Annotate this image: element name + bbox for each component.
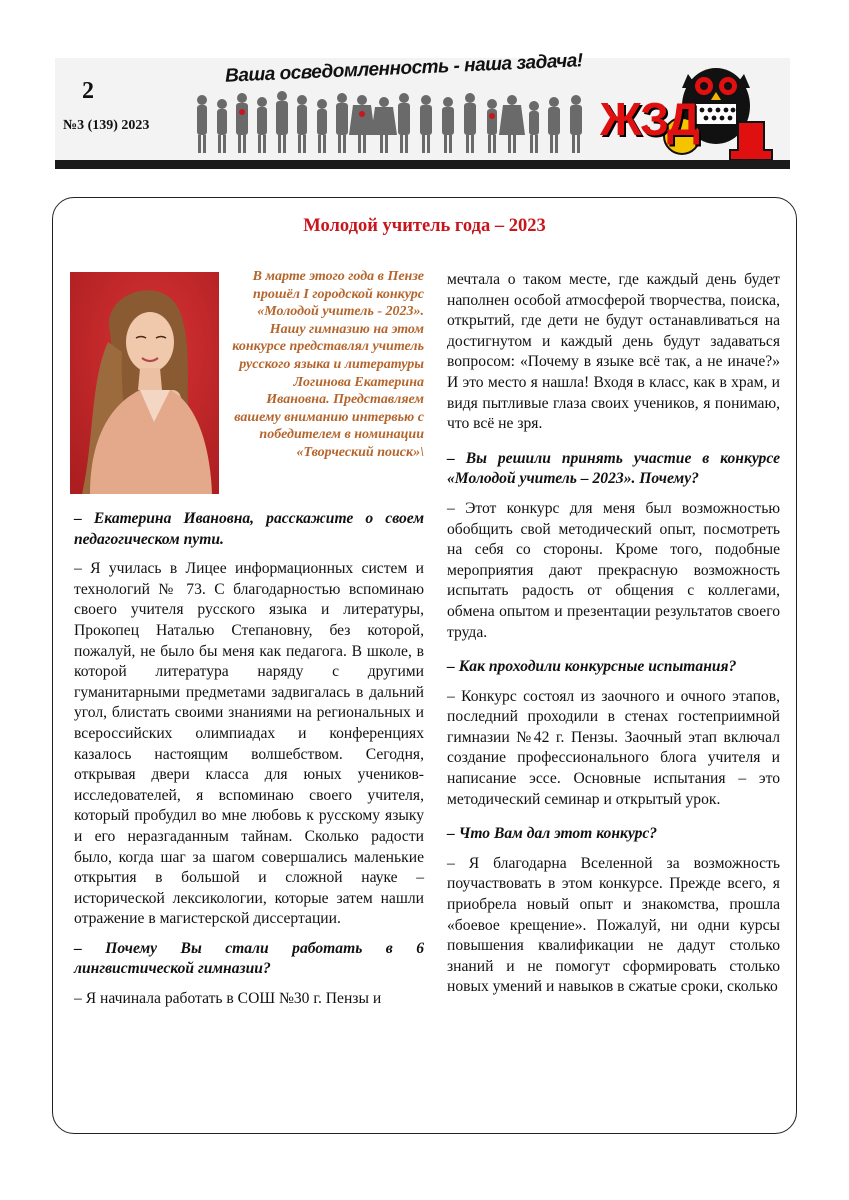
answer-5: – Я благодарна Вселенной за возможность поучаствовать в этом конкурсе. Прежде всего, я приобрела новый опыт и знакомства, прошла «боевое крещение». Пожалуй, ни одни курсы повышения квалификации не дадут столько знаний и не помогут сформировать столько новых умений и навыков в сжатые сроки, сколько	[447, 854, 780, 996]
question-2: – Почему Вы стали работать в 6 лингвистической гимназии?	[74, 939, 424, 978]
issue-number: №3 (139) 2023	[63, 118, 150, 133]
page-number: 2	[82, 78, 94, 104]
answer-1: – Я училась в Лицее информационных систем и технологий № 73. С благодарностью вспоминаю своего учителя русского языка и литературы, Прокопец Наталью Степановну, без которой, пожалуй, не было бы меня как педагога. В школе, в которой литература наряду с другими гуманитарными предметами задвигалась в дальний угол, блистать своими знаниями на региональных и всероссийских олимпиадах и конференциях казалось настоящим волшебством. Сегодня, открывая двери класса для юных учеников-исследователей, я вспоминаю своего учителя, который пробудил во мне любовь к русскому языку и его неразгаданным тайнам. Сколько радости было, когда шаг за шагом совершались маленькие открытия в большой и сложной науке – исторической лексикологии, которые затем нашли отражение в магистерской диссертации.	[74, 560, 424, 928]
header-slogan: Ваша осведомленность - наша задача!	[224, 50, 584, 87]
left-column	[74, 509, 424, 1010]
article-intro: В марте этого года в Пензе прошёл I городской конкурс «Молодой учитель - 2023». Нашу гимназию на этом конкурсе представлял учитель русского языка и литературы Логинова Екатерина Ивановна. Представляем вашему вниманию интервью с победителем в номинации «Творческий поиск»\	[232, 269, 424, 460]
header-divider	[55, 160, 790, 169]
answer-2-continued: мечтала о таком месте, где каждый день будет наполнен особой атмосферой творчества, поиска, открытий, где дети не будут останавливаться на достигнутом и каждый день будут задаваться вопросом: «Почему в языке всё так, а не иначе?» И это место я нашла! Входя в класс, как в храм, и видя пытливые глаза своих учеников, я понимаю, что всё не зря.	[447, 271, 780, 433]
students-group-image	[190, 82, 590, 157]
answer-3: – Этот конкурс для меня был возможностью обобщить свой методический опыт, посмотреть на себя со стороны. Кроме того, подобные мероприятия дают прекрасную возможность испытать радость от общения с коллегами, обмена опытом и презентации результатов своего труда.	[447, 499, 780, 641]
question-4: – Как проходили конкурсные испытания?	[447, 658, 737, 676]
right-column	[447, 270, 780, 998]
question-3: – Вы решили принять участие в конкурсе «Молодой учитель – 2023». Почему?	[447, 449, 780, 488]
question-5: – Что Вам дал этот конкурс?	[447, 825, 658, 843]
question-1: – Екатерина Ивановна, расскажите о своем педагогическом пути.	[74, 510, 424, 548]
answer-2-start: – Я начинала работать в СОШ №30 г. Пензы и	[74, 990, 382, 1008]
logo-text: ЖЗД	[600, 93, 698, 145]
teacher-portrait	[70, 272, 219, 494]
article-title: Молодой учитель года – 2023	[303, 216, 546, 236]
answer-4: – Конкурс состоял из заочного и очного этапов, последний проходили в стенах гостеприимной гимназии №42 г. Пензы. Заочный этап включал создание профессионального блога учителя и написание эссе. Основные испытания – это методический семинар и открытый урок.	[447, 687, 780, 808]
